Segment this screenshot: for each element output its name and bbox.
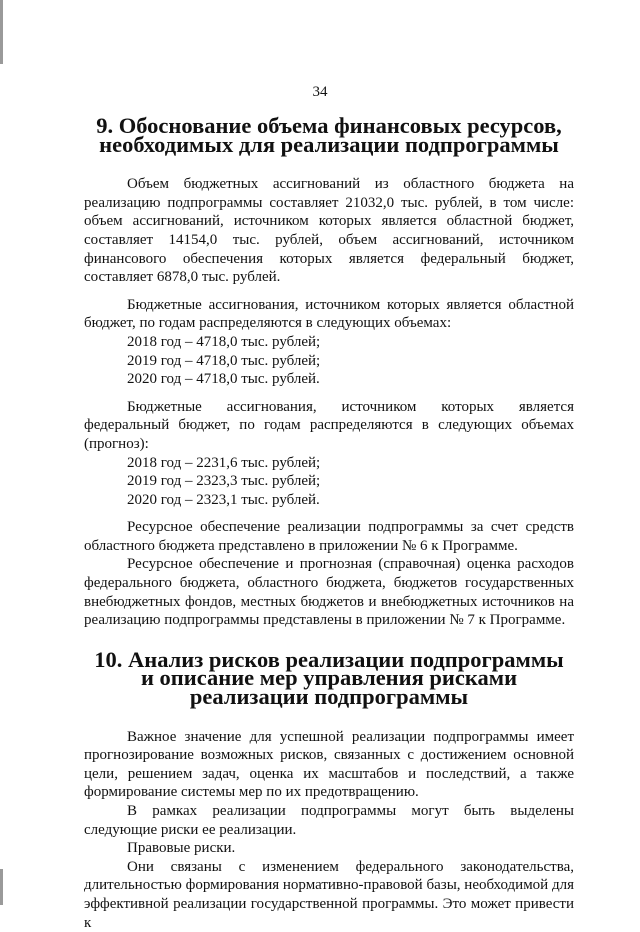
section-10-title-line1: 10. Анализ рисков реализации подпрограммы xyxy=(94,646,564,672)
section-9-paragraph-2: Бюджетные ассигнования, источником которых является областной бюджет, по годам распределяются в следующих объемах: xyxy=(84,296,574,332)
section-10-title-line2: и описание мер управления рисками реализации подпрограммы xyxy=(140,665,518,710)
page-number: 34 xyxy=(312,84,328,100)
section-10-paragraph-3: Правовые риски. xyxy=(127,840,236,857)
section-9-title-line2: необходимых для реализации подпрограммы xyxy=(99,131,559,157)
section-9-title-line1: 9. Обоснование объема финансовых ресурсов, xyxy=(96,113,562,138)
scan-edge-top xyxy=(0,0,3,64)
regional-year-2019: 2019 год – 4718,0 тыс. рублей; xyxy=(127,352,321,369)
federal-year-2018: 2018 год – 2231,6 тыс. рублей; xyxy=(127,454,321,471)
section-10-paragraph-2: В рамках реализации подпрограммы могут быть выделены следующие риски ее реализации. xyxy=(84,803,574,838)
section-9-paragraph-4: Ресурсное обеспечение реализации подпрограммы за счет средств областного бюджета представлено в приложении № 6 к Программе. xyxy=(84,519,574,554)
section-10-paragraph-1: Важное значение для успешной реализации подпрограммы имеет прогнозирование возможных рисков, связанных с достижением основной цели, решением задач, оценка их масштабов и последствий, а также формирование системы мер по их предотвращению. xyxy=(84,728,574,801)
regional-year-2018: 2018 год – 4718,0 тыс. рублей; xyxy=(127,333,321,350)
section-9-paragraph-3: Бюджетные ассигнования, источником которых является федеральный бюджет, по годам распределяются в следующих объемах (прогноз): xyxy=(84,398,574,452)
document-body xyxy=(84,113,574,932)
section-9-title xyxy=(84,113,574,157)
regional-year-2020: 2020 год – 4718,0 тыс. рублей. xyxy=(127,371,320,388)
section-10-paragraph-4: Они связаны с изменением федерального законодательства, длительностью формирования нормативно-правовой базы, необходимой для эффективной реализации государственной программы. Это может привести к xyxy=(84,858,574,931)
section-9-paragraph-5: Ресурсное обеспечение и прогнозная (справочная) оценка расходов федерального бюджета, областного бюджета, бюджетов государственных внебюджетных фондов, местных бюджетов и внебюджетных источников на реализацию подпрограммы представлены в приложении № 7 к Программе. xyxy=(84,556,574,629)
section-9-paragraph-1: Объем бюджетных ассигнований из областного бюджета на реализацию подпрограммы составляет 21032,0 тыс. рублей, в том числе: объем ассигнований, источником которых является областной бюджет, составляет 14154,0 тыс. рублей, объем ассигнований, источником финансового обеспечения которых является федеральный бюджет, составляет 6878,0 тыс. рублей. xyxy=(84,176,574,286)
federal-year-2020: 2020 год – 2323,1 тыс. рублей. xyxy=(127,491,320,508)
scan-edge-bottom xyxy=(0,869,3,905)
federal-year-2019: 2019 год – 2323,3 тыс. рублей; xyxy=(127,473,321,490)
section-10-title xyxy=(84,646,574,710)
